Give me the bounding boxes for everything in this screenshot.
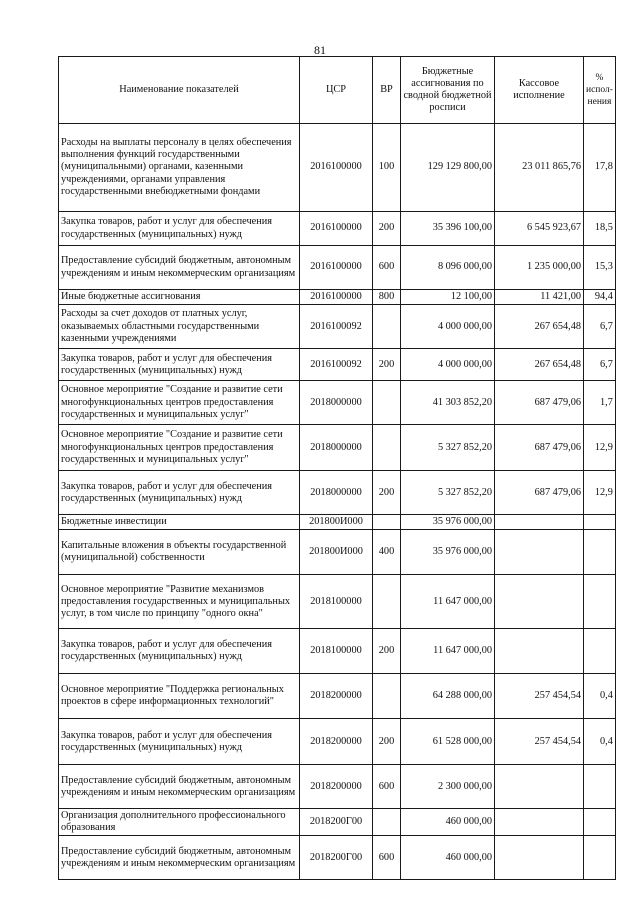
table-row [59,765,616,809]
row-csr: 2018200Г00 [300,836,373,880]
row-name: Основное мероприятие "Развитие механизмов предоставления государственных и муниципальных услуг, в том числе по принципу "одного окна" [59,575,300,629]
row-csr: 2016100000 [300,290,373,305]
row-budget: 4 000 000,00 [401,305,495,349]
row-pct [584,765,616,809]
row-csr: 2016100000 [300,124,373,212]
table-row [59,674,616,719]
header-budget: Бюджетные ассигнования по сводной бюджетной росписи [401,57,495,124]
row-cash [495,765,584,809]
row-cash: 23 011 865,76 [495,124,584,212]
row-csr: 2016100000 [300,246,373,290]
row-vr: 200 [373,471,401,515]
row-budget: 64 288 000,00 [401,674,495,719]
row-csr: 2018100000 [300,629,373,674]
row-vr: 100 [373,124,401,212]
row-name: Бюджетные инвестиции [59,515,300,530]
table-row [59,124,616,212]
row-pct: 6,7 [584,349,616,381]
row-pct [584,836,616,880]
budget-table [58,56,616,880]
row-name: Закупка товаров, работ и услуг для обеспечения государственных (муниципальных) нужд [59,212,300,246]
row-cash [495,575,584,629]
row-pct [584,530,616,575]
row-csr: 2018200Г00 [300,809,373,836]
row-name: Организация дополнительного профессионального образования [59,809,300,836]
row-name: Закупка товаров, работ и услуг для обеспечения государственных (муниципальных) нужд [59,629,300,674]
row-pct: 0,4 [584,719,616,765]
row-name: Закупка товаров, работ и услуг для обеспечения государственных (муниципальных) нужд [59,719,300,765]
table-row [59,471,616,515]
row-cash [495,809,584,836]
row-vr [373,575,401,629]
table-row [59,719,616,765]
row-budget: 2 300 000,00 [401,765,495,809]
row-vr: 200 [373,212,401,246]
row-budget: 8 096 000,00 [401,246,495,290]
row-csr: 2016100000 [300,212,373,246]
header-cash: Кассовое исполнение [495,57,584,124]
table-row [59,349,616,381]
row-name: Расходы за счет доходов от платных услуг, оказываемых областными государственными казенными учреждениями [59,305,300,349]
row-budget: 35 976 000,00 [401,530,495,575]
row-csr: 2016100092 [300,305,373,349]
row-name: Предоставление субсидий бюджетным, автономным учреждениям и иным некоммерческим организациям [59,246,300,290]
table-row [59,809,616,836]
table-row [59,515,616,530]
row-vr: 200 [373,349,401,381]
row-cash [495,629,584,674]
row-csr: 201800И000 [300,530,373,575]
row-csr: 201800И000 [300,515,373,530]
table-row [59,530,616,575]
row-vr: 600 [373,765,401,809]
row-budget: 460 000,00 [401,809,495,836]
row-cash [495,530,584,575]
row-csr: 2018000000 [300,425,373,471]
row-pct: 12,9 [584,425,616,471]
row-vr [373,674,401,719]
row-vr: 600 [373,836,401,880]
row-cash: 687 479,06 [495,381,584,425]
header-name: Наименование показателей [59,57,300,124]
row-budget: 12 100,00 [401,290,495,305]
row-budget: 129 129 800,00 [401,124,495,212]
row-name: Основное мероприятие "Создание и развитие сети многофункциональных центров предоставления государственных и муниципальных услуг" [59,425,300,471]
row-pct: 0,4 [584,674,616,719]
row-name: Закупка товаров, работ и услуг для обеспечения государственных (муниципальных) нужд [59,471,300,515]
table-row [59,575,616,629]
row-budget: 460 000,00 [401,836,495,880]
row-csr: 2018200000 [300,719,373,765]
row-pct: 17,8 [584,124,616,212]
row-vr: 800 [373,290,401,305]
table-row [59,305,616,349]
row-pct: 12,9 [584,471,616,515]
table-row [59,381,616,425]
page-number: 81 [314,43,326,57]
row-pct: 18,5 [584,212,616,246]
row-budget: 61 528 000,00 [401,719,495,765]
row-pct: 94,4 [584,290,616,305]
row-vr: 600 [373,246,401,290]
row-vr [373,809,401,836]
table-row [59,425,616,471]
table-row [59,290,616,305]
row-budget: 35 396 100,00 [401,212,495,246]
row-vr [373,515,401,530]
row-csr: 2018200000 [300,674,373,719]
row-pct: 6,7 [584,305,616,349]
row-cash: 1 235 000,00 [495,246,584,290]
row-cash: 11 421,00 [495,290,584,305]
row-name: Расходы на выплаты персоналу в целях обеспечения выполнения функций государственными (муниципальными) органами, казенными учреждениями, органами управления государственными внебюджетными фондами [59,124,300,212]
header-pct: % испол-нения [584,57,616,124]
row-cash: 257 454,54 [495,719,584,765]
row-csr: 2018000000 [300,381,373,425]
row-vr: 400 [373,530,401,575]
row-vr: 200 [373,719,401,765]
row-cash: 687 479,06 [495,425,584,471]
row-pct: 15,3 [584,246,616,290]
row-budget: 5 327 852,20 [401,471,495,515]
row-budget: 11 647 000,00 [401,629,495,674]
row-vr [373,425,401,471]
row-cash [495,836,584,880]
row-name: Основное мероприятие "Создание и развитие сети многофункциональных центров предоставления государственных и муниципальных услуг" [59,381,300,425]
row-cash: 267 654,48 [495,305,584,349]
row-pct [584,575,616,629]
table-row [59,212,616,246]
row-budget: 5 327 852,20 [401,425,495,471]
row-csr: 2018000000 [300,471,373,515]
row-pct [584,629,616,674]
row-name: Капитальные вложения в объекты государственной (муниципальной) собственности [59,530,300,575]
row-budget: 35 976 000,00 [401,515,495,530]
row-vr: 200 [373,629,401,674]
table-header-row [59,57,616,124]
row-vr [373,305,401,349]
row-name: Иные бюджетные ассигнования [59,290,300,305]
row-budget: 41 303 852,20 [401,381,495,425]
row-budget: 4 000 000,00 [401,349,495,381]
row-name: Закупка товаров, работ и услуг для обеспечения государственных (муниципальных) нужд [59,349,300,381]
row-cash: 257 454,54 [495,674,584,719]
row-budget: 11 647 000,00 [401,575,495,629]
table-row [59,629,616,674]
row-csr: 2018200000 [300,765,373,809]
row-cash [495,515,584,530]
table-row [59,246,616,290]
row-csr: 2016100092 [300,349,373,381]
row-vr [373,381,401,425]
row-name: Предоставление субсидий бюджетным, автономным учреждениям и иным некоммерческим организациям [59,836,300,880]
row-cash: 267 654,48 [495,349,584,381]
row-name: Основное мероприятие "Поддержка региональных проектов в сфере информационных технологий" [59,674,300,719]
row-csr: 2018100000 [300,575,373,629]
row-pct: 1,7 [584,381,616,425]
row-name: Предоставление субсидий бюджетным, автономным учреждениям и иным некоммерческим организациям [59,765,300,809]
row-pct [584,515,616,530]
header-vr: ВР [373,57,401,124]
header-csr: ЦСР [300,57,373,124]
row-pct [584,809,616,836]
row-cash: 6 545 923,67 [495,212,584,246]
table-row [59,836,616,880]
row-cash: 687 479,06 [495,471,584,515]
